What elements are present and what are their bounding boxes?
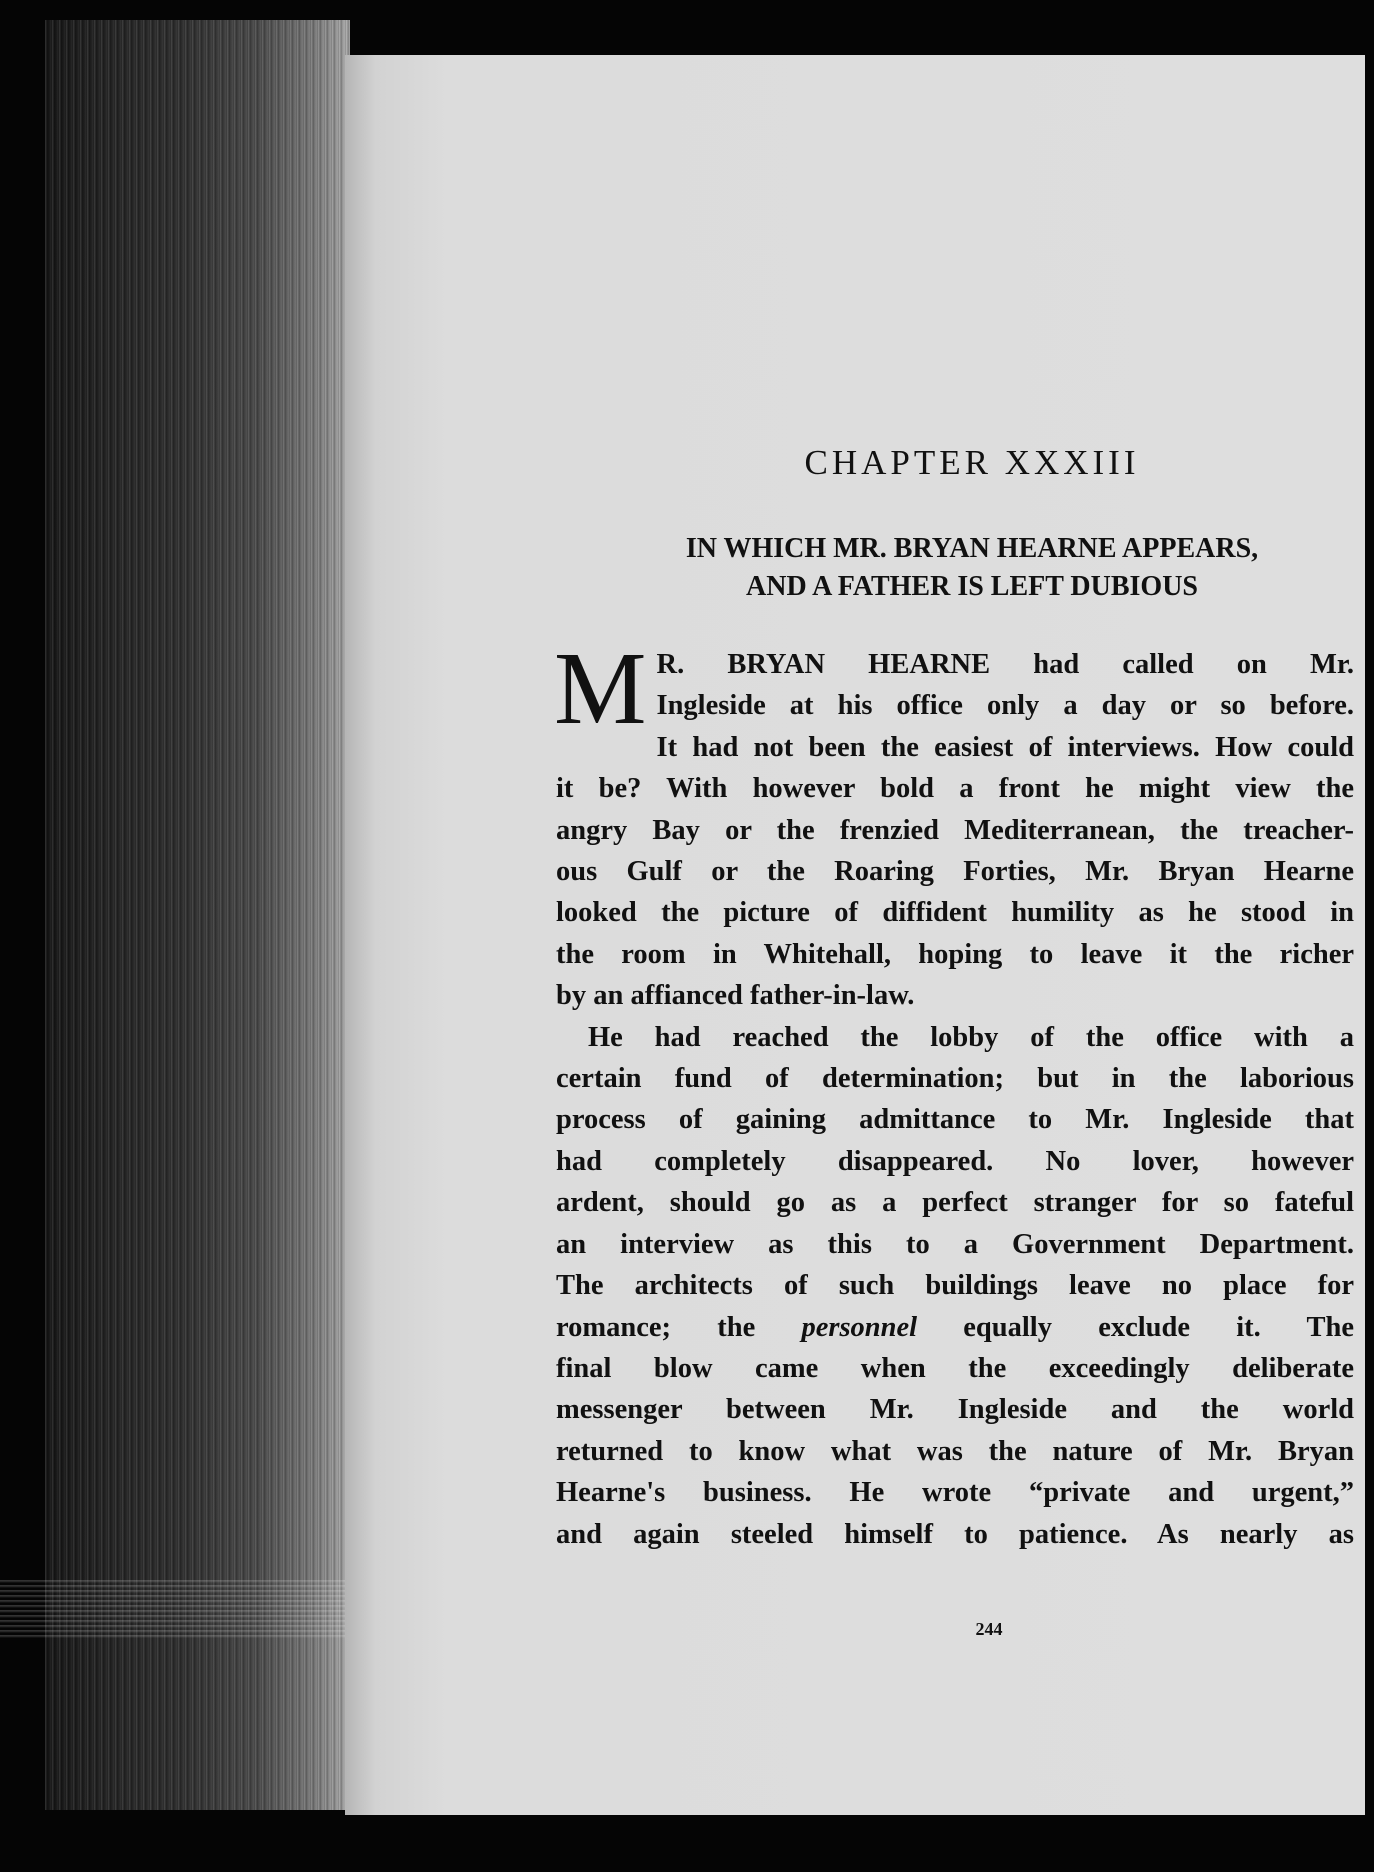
page-text-block [554, 443, 1354, 1639]
paragraph-1 [554, 631, 1354, 1017]
drop-cap: M [554, 631, 647, 746]
paragraph-2-line-10: messenger between Mr. Ingleside and the world [556, 1394, 1354, 1426]
paragraph-2-line-8 [556, 1307, 1354, 1348]
paragraph-2-line-13: and again steeled himself to patience. As nearly as [556, 1518, 1354, 1550]
paragraph-2-line-4: had completely disappeared. No lover, however [556, 1145, 1354, 1177]
book-fore-edge [45, 20, 350, 1810]
line-8-after: equally exclude it. The [917, 1311, 1354, 1343]
chapter-title: CHAPTER XXXIII [804, 443, 1140, 482]
paragraph-2-line-11: returned to know what was the nature of Mr. Bryan [556, 1435, 1354, 1467]
paragraph-2-line-1: He had reached the lobby of the office with a [588, 1021, 1354, 1053]
paragraph-2-line-3: process of gaining admittance to Mr. Ingleside that [556, 1104, 1354, 1136]
paragraph-2-line-2: certain fund of determination; but in the laborious [556, 1063, 1354, 1095]
book-edge-band [0, 1580, 350, 1640]
chapter-subtitle [556, 530, 1354, 606]
paragraph-1-line-2: Ingleside at his office only a day or so before. [656, 690, 1354, 722]
chapter-subtitle-line-1: IN WHICH MR. BRYAN HEARNE APPEARS, [685, 533, 1259, 564]
paragraph-1-line-8: the room in Whitehall, hoping to leave it the richer [556, 938, 1354, 970]
paragraph-2-line-9: final blow came when the exceedingly deliberate [556, 1352, 1354, 1384]
paragraph-2-line-6: an interview as this to a Government Department. [556, 1228, 1354, 1260]
paragraph-1-line-9: by an affianced father-in-law. [556, 980, 915, 1012]
paragraph-2-line-5: ardent, should go as a perfect stranger for so fateful [556, 1187, 1354, 1219]
body-text [554, 631, 1354, 1555]
page-number: 244 [975, 1619, 1003, 1639]
printed-page [345, 55, 1365, 1815]
paragraph-2-line-7: The architects of such buildings leave no place for [556, 1270, 1354, 1302]
paragraph-1-line-6: ous Gulf or the Roaring Forties, Mr. Bryan Hearne [556, 856, 1354, 888]
paragraph-1-line-3: It had not been the easiest of interviews. How could [656, 731, 1354, 763]
paragraph-1-line-5: angry Bay or the frenzied Mediterranean, the treacher- [556, 814, 1354, 846]
paragraph-2-line-12: Hearne's business. He wrote “private and urgent,” [556, 1477, 1354, 1509]
italic-word-personnel: personnel [801, 1311, 918, 1343]
line-8-before: romance; the [556, 1311, 802, 1343]
chapter-subtitle-line-2: AND A FATHER IS LEFT DUBIOUS [746, 571, 1198, 602]
paragraph-2 [556, 1017, 1354, 1555]
paragraph-1-line-1: R. BRYAN HEARNE had called on Mr. [656, 649, 1354, 680]
paragraph-1-line-7: looked the picture of diffident humility as he stood in [556, 897, 1354, 929]
paragraph-1-line-4: it be? With however bold a front he might view the [556, 773, 1354, 805]
